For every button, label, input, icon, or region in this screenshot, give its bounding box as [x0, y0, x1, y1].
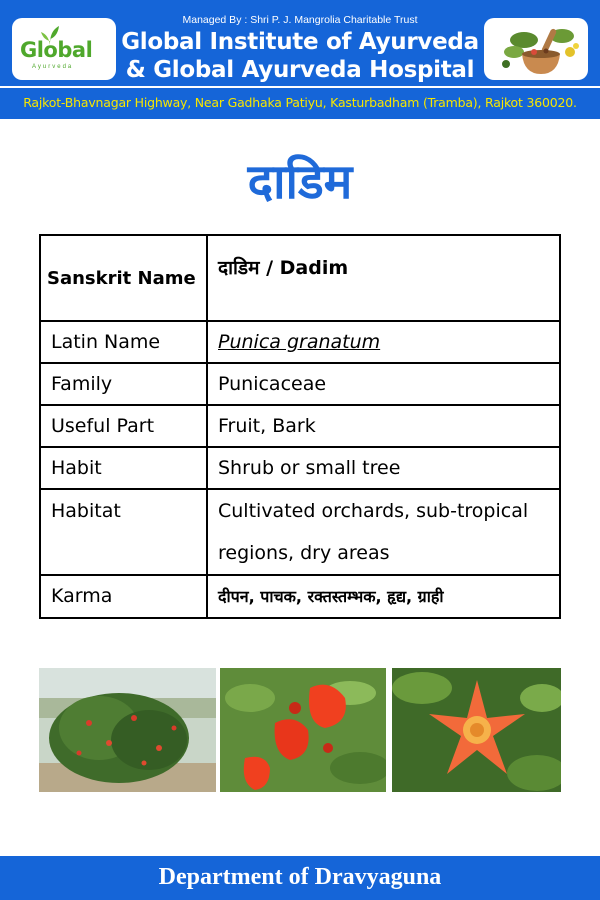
institute-name-line2: & Global Ayurveda Hospital: [125, 57, 475, 83]
karma-label: Karma: [40, 575, 207, 618]
institute-address: Rajkot-Bhavnagar Highway, Near Gadhaka Patiyu, Kasturbadham (Tramba), Rajkot 360020.: [23, 95, 577, 110]
logo-subtext: Ayurveda: [32, 64, 74, 70]
pomegranate-flower-closeup-photo: [392, 668, 561, 792]
plant-title: दाडिम: [247, 154, 353, 210]
table-row: [40, 575, 560, 618]
table-row: [40, 489, 560, 575]
managed-by-text: Managed By : Shri P. J. Mangrolia Charitable Trust: [182, 14, 418, 26]
habit-value: Shrub or small tree: [207, 447, 560, 489]
footer-banner: [0, 856, 600, 900]
plant-info-table: [39, 234, 561, 619]
habitat-label: Habitat: [40, 489, 207, 575]
habit-label: Habit: [40, 447, 207, 489]
family-label: Family: [40, 363, 207, 405]
useful-part-value: Fruit, Bark: [207, 405, 560, 447]
habitat-value: Cultivated orchards, sub-tropical regions, dry areas: [207, 489, 560, 575]
table-row: [40, 405, 560, 447]
header-banner: [0, 0, 600, 117]
address-bar: [0, 86, 600, 119]
sanskrit-name-value: दाडिम / Dadim: [207, 235, 560, 321]
institute-name-line1: Global Institute of Ayurveda: [121, 29, 479, 55]
sanskrit-name-label: Sanskrit Name: [40, 235, 207, 321]
table-row: [40, 363, 560, 405]
latin-name-value: Punica granatum: [218, 331, 381, 353]
pomegranate-flowers-photo: [220, 668, 386, 792]
latin-name-label: Latin Name: [40, 321, 207, 363]
department-name: Department of Dravyaguna: [158, 864, 442, 890]
table-row: [40, 321, 560, 363]
table-row: [40, 447, 560, 489]
useful-part-label: Useful Part: [40, 405, 207, 447]
pomegranate-shrub-photo: [39, 668, 216, 792]
karma-value: दीपन, पाचक, रक्तस्तम्भक, हृद्य, ग्राही: [218, 587, 444, 606]
table-row: [40, 235, 560, 321]
family-value: Punicaceae: [207, 363, 560, 405]
logo-text: Global: [20, 38, 93, 62]
herbs-mortar-image: [484, 18, 588, 80]
